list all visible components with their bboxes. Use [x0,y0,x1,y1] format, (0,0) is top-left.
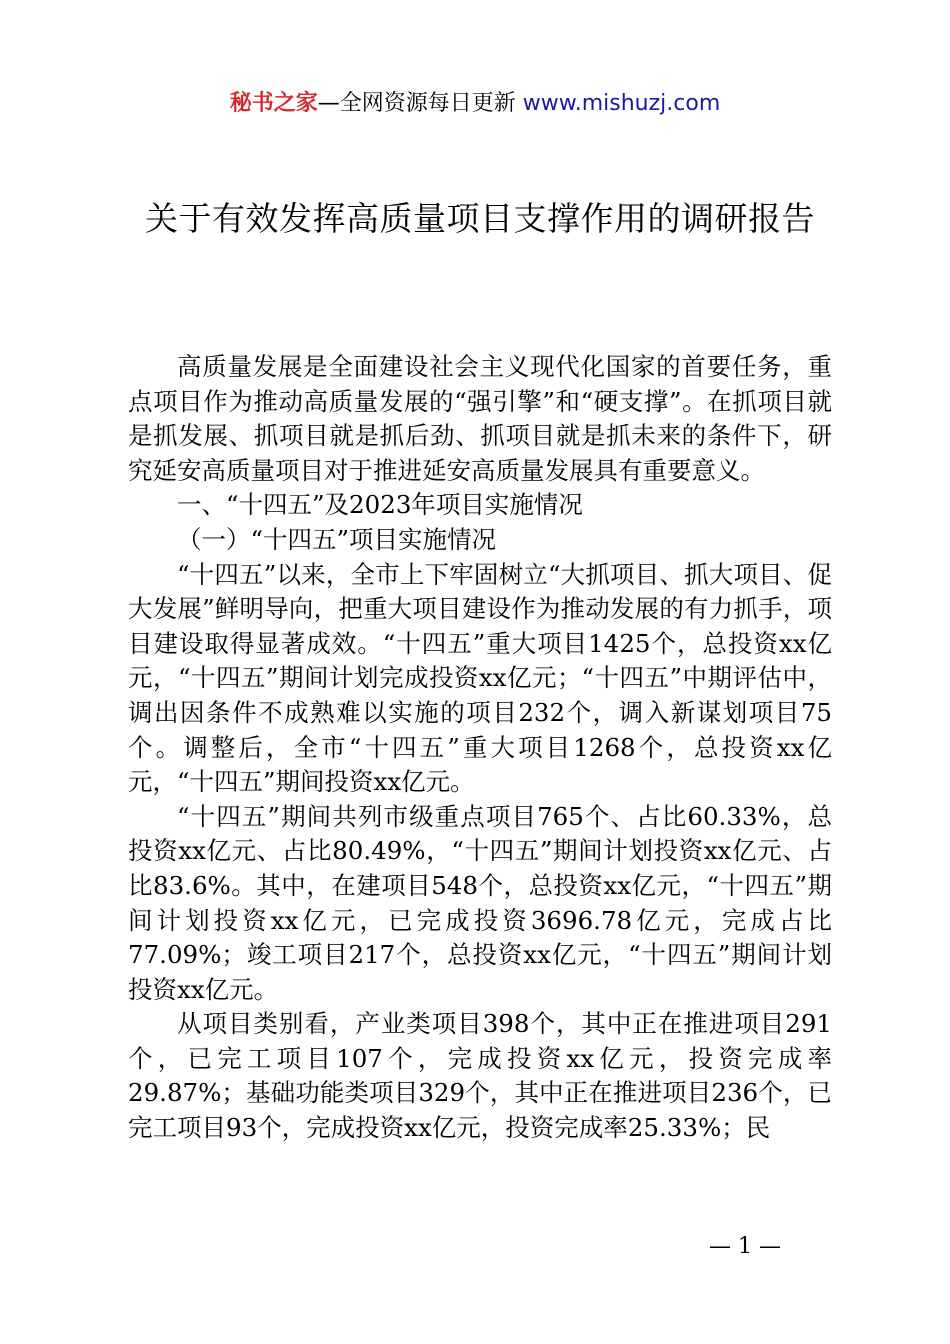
subsection-heading-1: （一）“十四五”项目实施情况 [177,524,497,554]
watermark-url: www.mishuzj.com [522,91,721,116]
document-body [128,350,832,1146]
page-number: — 1 — [709,1234,781,1259]
body-paragraph: “十四五”期间共列市级重点项目765个、占比60.33%，总投资xx亿元、占比80.49%，“十四五”期间计划投资xx亿元、占比83.6%。其中，在建项目548个，总投资xx亿元，“十四五”期间计划投资xx亿元，已完成投资3696.78亿元，完成占比77.09%；竣工项目217个，总投资xx亿元，“十四五”期间计划投资xx亿元。 [128,801,832,1004]
document-title: 关于有效发挥高质量项目支撑作用的调研报告 [145,199,815,238]
body-paragraph: “十四五”以来，全市上下牢固树立“大抓项目、抓大项目、促大发展”鲜明导向，把重大项目建设作为推动发展的有力抓手，项目建设取得显著成效。“十四五”重大项目1425个，总投资xx亿元，“十四五”期间计划完成投资xx亿元；“十四五”中期评估中，调出因条件不成熟难以实施的项目232个，调入新谋划项目75个。调整后，全市“十四五”重大项目1268个，总投资xx亿元，“十四五”期间投资xx亿元。 [128,559,832,797]
watermark-brand: 秘书之家 [229,91,318,116]
body-paragraph: 从项目类别看，产业类项目398个，其中正在推进项目291个，已完工项目107个，完成投资xx亿元，投资完成率29.87%；基础功能类项目329个，其中正在推进项目236个，已完工项目93个，完成投资xx亿元，投资完成率25.33%；民 [128,1009,832,1143]
site-watermark [0,88,950,120]
section-heading-1: 一、“十四五”及2023年项目实施情况 [177,490,583,520]
watermark-tagline: —全网资源每日更新 [317,91,523,116]
intro-paragraph: 高质量发展是全面建设社会主义现代化国家的首要任务，重点项目作为推动高质量发展的“强引擎”和“硬支撑”。在抓项目就是抓发展、抓项目就是抓后劲、抓项目就是抓未来的条件下，研究延安高质量项目对于推进延安高质量发展具有重要意义。 [128,352,832,485]
